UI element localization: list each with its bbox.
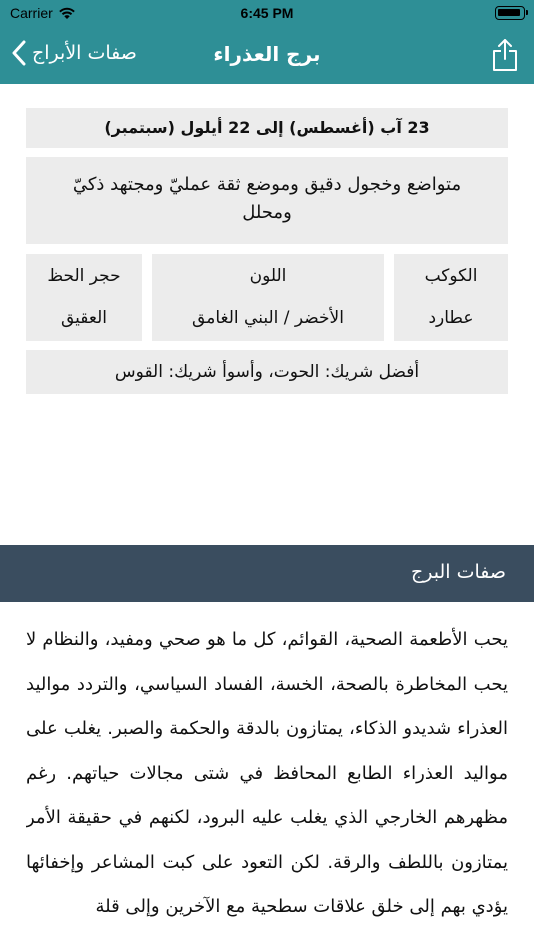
sign-info — [26, 108, 508, 394]
lucky-stone-label: حجر الحظ — [47, 266, 121, 286]
share-button[interactable] — [492, 38, 518, 76]
date-range: 23 آب (أغسطس) إلى 22 أيلول (سبتمبر) — [26, 108, 508, 148]
sign-description: يحب الأطعمة الصحية، القوائم، كل ما هو صحي ومفيد، والنظام لا يحب المخاطرة بالصحة، الخسة، الفساد السياسي، والتردد مواليد العذراء شديدو الذكاء، يمتازون بالدقة والحكمة والصبر. يغلب على مواليد العذراء الطابع المحافظ في شتى مجالات حياتهم. رغم مظهرهم الخارجي الذي يغلب عليه البرود، لكنهم في حقيقة الأمر يمتازون باللطف والرقة. لكن التعود على كبت المشاعر وإخفائها يؤدي بهم إلى خلق علاقات سطحية مع الآخرين وإلى قلة — [26, 629, 508, 917]
back-button-label: صفات الأبراج — [32, 42, 137, 64]
partners-info: أفضل شريك: الحوت، وأسوأ شريك: القوس — [26, 350, 508, 394]
section-title: صفات البرج — [410, 561, 506, 583]
planet-value: عطارد — [428, 308, 474, 328]
lucky-stone-cell — [26, 254, 142, 341]
planet-label: الكوكب — [424, 266, 478, 286]
section-header — [0, 545, 534, 602]
status-bar — [0, 0, 534, 28]
lucky-stone-value: العقيق — [60, 308, 107, 328]
color-value: الأخضر / البني الغامق — [192, 308, 344, 328]
color-label: اللون — [249, 266, 287, 286]
navigation-bar — [0, 28, 534, 84]
status-time: 6:45 PM — [240, 5, 294, 21]
color-cell — [152, 254, 384, 341]
page-title: برج العذراء — [213, 42, 321, 66]
traits-summary: متواضع وخجول دقيق وموضع ثقة عمليّ ومجتهد ذكيّ ومحلل — [26, 157, 508, 244]
planet-cell — [394, 254, 508, 341]
carrier-label: Carrier — [10, 5, 53, 21]
attributes-row — [26, 254, 508, 341]
share-icon — [492, 38, 518, 72]
battery-icon — [495, 6, 525, 20]
